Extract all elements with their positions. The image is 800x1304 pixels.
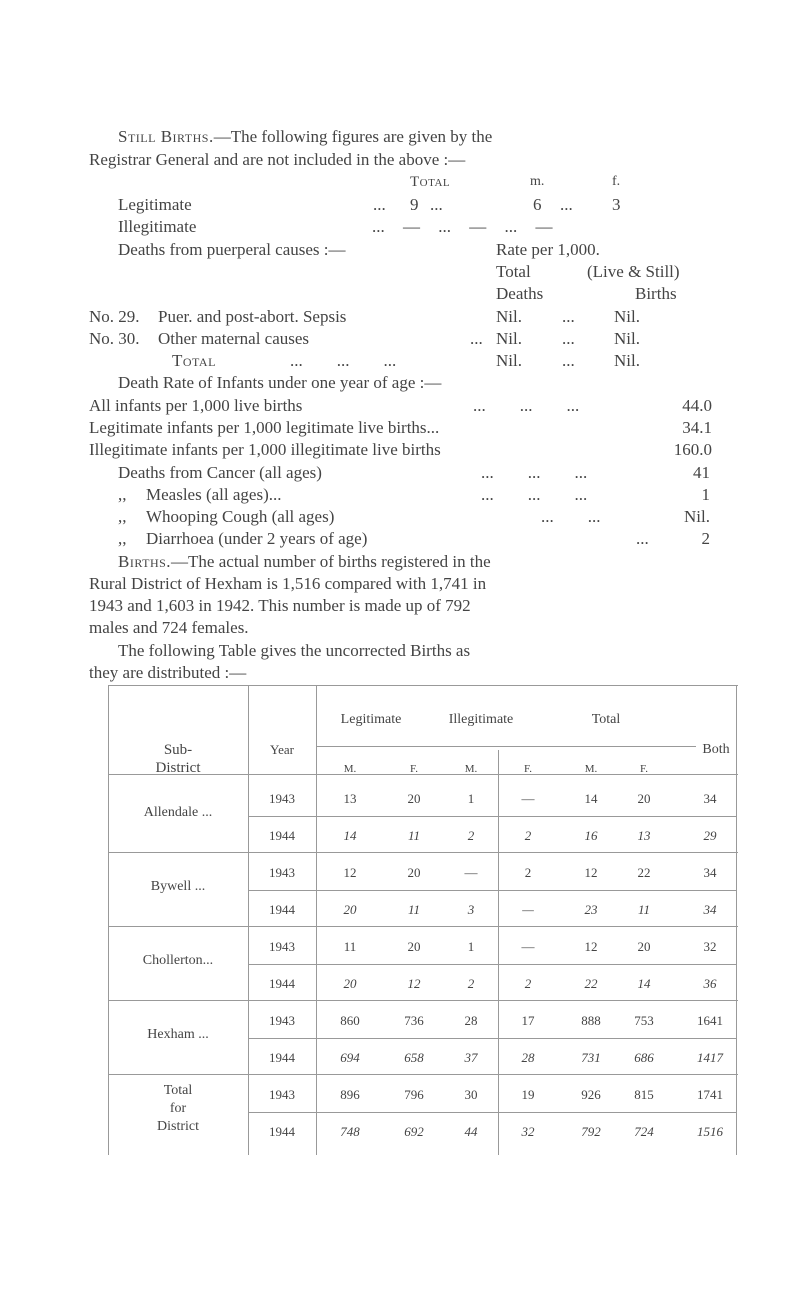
district-name: Chollerton... xyxy=(142,953,214,968)
cell-tm: 16 xyxy=(584,828,598,843)
cell-lf: 20 xyxy=(407,865,421,880)
cell-tm: 731 xyxy=(581,1050,601,1065)
cell-im: 1 xyxy=(467,791,475,806)
deaths-dots: ... xyxy=(636,529,649,548)
cell-tm: 792 xyxy=(581,1124,601,1139)
ditto-mark: ,, xyxy=(118,529,127,548)
cell-tf: 14 xyxy=(637,976,651,991)
header-m: M. xyxy=(343,763,357,775)
infant-rate-value: 44.0 xyxy=(682,396,712,415)
deaths-value: 41 xyxy=(693,463,710,482)
cell-tm: 888 xyxy=(581,1013,601,1028)
births-value: Nil. xyxy=(614,307,640,326)
header-illegitimate: Illegitimate xyxy=(448,712,514,727)
cell-tm: 926 xyxy=(581,1087,601,1102)
cell-year: 1943 xyxy=(269,1013,295,1028)
row-rule xyxy=(248,1038,736,1039)
puerperal-heading: Deaths from puerperal causes :— xyxy=(118,240,346,259)
cell-if: 2 xyxy=(524,865,532,880)
cell-both: 1741 xyxy=(697,1087,723,1102)
total-label: Total xyxy=(496,262,531,281)
header-both: Both xyxy=(702,742,730,757)
col-total-header: Total xyxy=(410,174,451,190)
cell-if: 28 xyxy=(521,1050,535,1065)
ditto-mark: ,, xyxy=(118,507,127,526)
cell-lf: 692 xyxy=(404,1124,424,1139)
group-rule xyxy=(108,926,738,927)
row-rule xyxy=(248,964,736,965)
births-line-1: —The actual number of births registered in the xyxy=(171,552,491,571)
births-value: Nil. xyxy=(614,351,640,370)
cell-lm: 20 xyxy=(343,976,357,991)
births-heading: Births. xyxy=(118,552,172,571)
legit-dots: ... xyxy=(373,195,386,214)
cell-year: 1944 xyxy=(269,902,295,917)
births-line-2: Rural District of Hexham is 1,516 compared with 1,741 in xyxy=(89,574,487,593)
cell-if: 17 xyxy=(521,1013,535,1028)
district-name: District xyxy=(157,1119,199,1134)
deaths-value: Nil. xyxy=(684,507,710,526)
illegit-label: Illegitimate xyxy=(118,217,197,236)
cell-lf: 12 xyxy=(407,976,421,991)
births-paragraph-line-1 xyxy=(118,552,491,572)
group-rule xyxy=(108,1000,738,1001)
cell-both: 1641 xyxy=(697,1013,723,1028)
legit-label: Legitimate xyxy=(118,195,192,214)
cell-lm: 12 xyxy=(343,865,357,880)
cell-tm: 12 xyxy=(584,939,598,954)
deaths-label: Diarrhoea (under 2 years of age) xyxy=(146,529,368,548)
deaths-dots: ... ... xyxy=(541,507,601,526)
infant-mortality-heading: Death Rate of Infants under one year of age :— xyxy=(118,373,442,392)
deaths-label: Whooping Cough (all ages) xyxy=(146,507,335,526)
cell-tf: 724 xyxy=(634,1124,654,1139)
col-rule xyxy=(316,685,317,1155)
infant-rate-label: All infants per 1,000 live births xyxy=(89,396,303,415)
cell-tf: 753 xyxy=(634,1013,654,1028)
cell-tf: 13 xyxy=(637,828,651,843)
cell-im: 1 xyxy=(467,939,475,954)
cell-lf: 796 xyxy=(404,1087,424,1102)
rate-heading: Rate per 1,000. xyxy=(496,240,600,259)
ditto-mark: ,, xyxy=(118,485,127,504)
cell-both: 32 xyxy=(703,939,717,954)
table-right-rule xyxy=(736,685,737,1155)
cell-lm: 748 xyxy=(340,1124,360,1139)
cell-tf: 20 xyxy=(637,791,651,806)
still-births-paragraph-line-1 xyxy=(118,127,492,147)
row-dots: ... xyxy=(562,329,575,348)
cause-label: Total xyxy=(172,351,216,370)
cell-if: — xyxy=(521,791,535,806)
row-dots: ... ... ... xyxy=(290,351,397,370)
cell-im: — xyxy=(464,865,478,880)
row-number: No. 29. xyxy=(89,307,140,326)
header-total: Total xyxy=(591,712,621,727)
district-name: Bywell ... xyxy=(150,879,206,894)
cell-tm: 22 xyxy=(584,976,598,991)
group-rule xyxy=(108,852,738,853)
illegit-values: ... — ... — ... — xyxy=(372,217,553,236)
subheader-rule xyxy=(316,746,696,747)
cell-lf: 11 xyxy=(407,828,421,843)
table-top-rule xyxy=(108,685,738,686)
cell-im: 28 xyxy=(464,1013,478,1028)
deaths-value: Nil. xyxy=(496,307,522,326)
cell-tm: 12 xyxy=(584,865,598,880)
cell-both: 34 xyxy=(703,865,717,880)
col-f-header: f. xyxy=(612,174,621,189)
cell-im: 30 xyxy=(464,1087,478,1102)
header-district: District xyxy=(155,760,201,776)
cell-lf: 658 xyxy=(404,1050,424,1065)
cell-both: 29 xyxy=(703,828,717,843)
row-dots: ... xyxy=(562,307,575,326)
deaths-label: Deaths xyxy=(496,284,544,303)
cell-year: 1944 xyxy=(269,828,295,843)
cell-year: 1944 xyxy=(269,976,295,991)
row-rule xyxy=(248,890,736,891)
cell-both: 34 xyxy=(703,902,717,917)
cell-tf: 20 xyxy=(637,939,651,954)
infant-rate-label: Legitimate infants per 1,000 legitimate live births... xyxy=(89,418,440,437)
row-rule xyxy=(248,816,736,817)
infant-rate-label: Illegitimate infants per 1,000 illegitimate live births xyxy=(89,440,441,459)
births-line-3: 1943 and 1,603 in 1942. This number is made up of 792 xyxy=(89,596,471,615)
births-line-4: males and 724 females. xyxy=(89,618,249,637)
district-name: Hexham ... xyxy=(147,1027,209,1042)
cell-im: 2 xyxy=(467,976,475,991)
cell-tf: 11 xyxy=(637,902,651,917)
cause-label: Other maternal causes xyxy=(158,329,310,348)
deaths-label: Deaths from Cancer (all ages) xyxy=(118,463,322,482)
cell-year: 1943 xyxy=(269,1087,295,1102)
still-births-intro-1: —The following figures are given by the xyxy=(213,127,493,146)
cell-lm: 20 xyxy=(343,902,357,917)
cell-year: 1943 xyxy=(269,791,295,806)
deaths-value: 2 xyxy=(701,529,710,548)
legit-m: 6 xyxy=(533,195,542,214)
header-legitimate: Legitimate xyxy=(340,712,402,727)
cell-year: 1943 xyxy=(269,865,295,880)
district-name: for xyxy=(169,1101,187,1116)
still-births-heading: Still Births. xyxy=(118,127,214,146)
deaths-value: Nil. xyxy=(496,351,522,370)
cell-lm: 860 xyxy=(340,1013,360,1028)
infant-rate-value: 34.1 xyxy=(682,418,712,437)
deaths-value: 1 xyxy=(701,485,710,504)
header-f: F. xyxy=(640,763,648,775)
row-rule xyxy=(248,1112,736,1113)
header-m: M. xyxy=(584,763,598,775)
cell-both: 36 xyxy=(703,976,717,991)
header-f: F. xyxy=(410,763,418,775)
cell-year: 1944 xyxy=(269,1050,295,1065)
col-m-header: m. xyxy=(530,174,545,189)
cell-lf: 20 xyxy=(407,791,421,806)
row-dots: ... xyxy=(562,351,575,370)
cell-tf: 22 xyxy=(637,865,651,880)
infant-rate-value: 160.0 xyxy=(673,440,712,459)
cell-tm: 14 xyxy=(584,791,598,806)
cell-if: 2 xyxy=(524,976,532,991)
cell-lm: 694 xyxy=(340,1050,360,1065)
cell-both: 1417 xyxy=(697,1050,723,1065)
header-m: M. xyxy=(464,763,478,775)
cell-both: 34 xyxy=(703,791,717,806)
cell-if: 2 xyxy=(524,828,532,843)
cell-year: 1944 xyxy=(269,1124,295,1139)
live-still-label: (Live & Still) xyxy=(587,262,680,281)
cell-if: 32 xyxy=(521,1124,535,1139)
cell-if: — xyxy=(521,939,535,954)
legit-f: 3 xyxy=(612,195,621,214)
header-year: Year xyxy=(270,742,294,757)
cell-lf: 11 xyxy=(407,902,421,917)
cell-tm: 23 xyxy=(584,902,598,917)
cell-both: 1516 xyxy=(697,1124,723,1139)
header-sub: Sub- xyxy=(163,742,193,758)
cell-im: 44 xyxy=(464,1124,478,1139)
cell-im: 37 xyxy=(464,1050,478,1065)
cell-lf: 736 xyxy=(404,1013,424,1028)
deaths-dots: ... ... ... xyxy=(481,485,588,504)
deaths-value: Nil. xyxy=(496,329,522,348)
legit-total: 9 xyxy=(410,195,419,214)
cause-label: Puer. and post-abort. Sepsis xyxy=(158,307,347,326)
deaths-label: Measles (all ages)... xyxy=(146,485,282,504)
births-line-5: The following Table gives the uncorrected Births as xyxy=(118,641,471,660)
group-rule xyxy=(108,1074,738,1075)
legit-dots-2: ... xyxy=(430,195,443,214)
births-value: Nil. xyxy=(614,329,640,348)
row-dots: ... xyxy=(470,329,483,348)
cell-lm: 896 xyxy=(340,1087,360,1102)
district-name: Total xyxy=(163,1083,193,1098)
cell-im: 3 xyxy=(467,902,475,917)
cell-if: 19 xyxy=(521,1087,535,1102)
cell-im: 2 xyxy=(467,828,475,843)
still-births-intro-2: Registrar General and are not included in the above :— xyxy=(89,150,466,169)
legit-dots-3: ... xyxy=(560,195,573,214)
cell-year: 1943 xyxy=(269,939,295,954)
births-line-6: they are distributed :— xyxy=(89,663,247,682)
cell-lm: 11 xyxy=(343,939,357,954)
cell-tf: 686 xyxy=(634,1050,654,1065)
infant-rate-dots: ... ... ... xyxy=(473,396,580,415)
cell-lm: 13 xyxy=(343,791,357,806)
row-number: No. 30. xyxy=(89,329,140,348)
cell-tf: 815 xyxy=(634,1087,654,1102)
cell-if: — xyxy=(522,902,534,917)
births-label: Births xyxy=(635,284,677,303)
header-f: F. xyxy=(524,763,532,775)
deaths-dots: ... ... ... xyxy=(481,463,588,482)
cell-lf: 20 xyxy=(407,939,421,954)
cell-lm: 14 xyxy=(343,828,357,843)
district-name: Allendale ... xyxy=(143,805,213,820)
